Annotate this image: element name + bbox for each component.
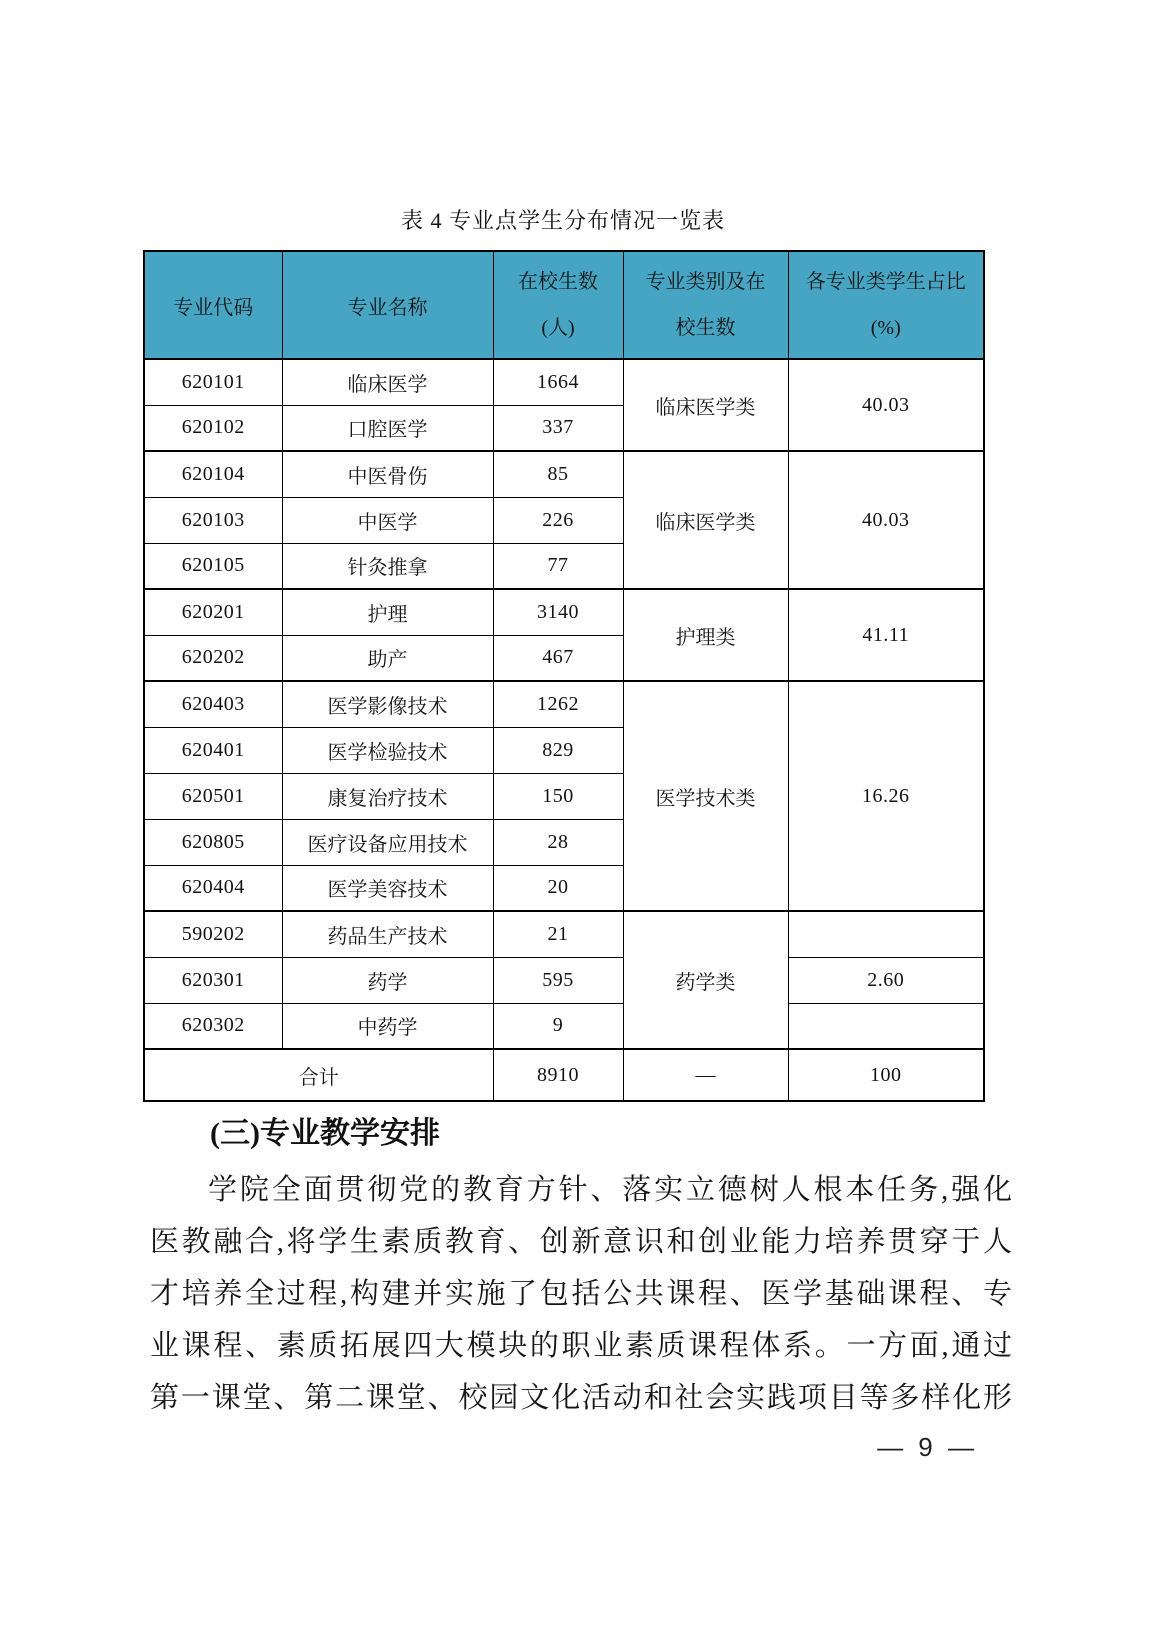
cell-major-code: 620202 — [144, 635, 282, 681]
students-distribution-table — [143, 250, 985, 1102]
cell-major-name: 临床医学 — [282, 359, 493, 405]
cell-category: 临床医学类 — [623, 451, 788, 589]
table-header-row — [144, 251, 984, 359]
cell-major-name: 口腔医学 — [282, 405, 493, 451]
cell-major-name: 医学美容技术 — [282, 865, 493, 911]
cell-major-code: 620805 — [144, 819, 282, 865]
cell-major-code: 590202 — [144, 911, 282, 957]
cell-category-percent: 2.60 — [788, 957, 984, 1003]
cell-major-name: 医疗设备应用技术 — [282, 819, 493, 865]
cell-student-count: 829 — [493, 727, 623, 773]
cell-major-code: 620103 — [144, 497, 282, 543]
cell-major-name: 中医骨伤 — [282, 451, 493, 497]
header-major-code: 专业代码 — [144, 251, 282, 359]
cell-major-name: 医学检验技术 — [282, 727, 493, 773]
cell-major-name: 中药学 — [282, 1003, 493, 1049]
cell-student-count: 150 — [493, 773, 623, 819]
cell-major-code: 620301 — [144, 957, 282, 1003]
table-row — [144, 1003, 984, 1049]
cell-major-code: 620201 — [144, 589, 282, 635]
cell-student-count: 3140 — [493, 589, 623, 635]
cell-major-name: 中医学 — [282, 497, 493, 543]
cell-total-count: 8910 — [493, 1049, 623, 1101]
cell-major-name: 药品生产技术 — [282, 911, 493, 957]
cell-major-code: 620302 — [144, 1003, 282, 1049]
paragraph-line: 才培养全过程,构建并实施了包括公共课程、医学基础课程、专 — [150, 1278, 1012, 1310]
cell-category-percent: 16.26 — [788, 681, 984, 911]
table-row — [144, 911, 984, 957]
header-major-name: 专业名称 — [282, 251, 493, 359]
cell-major-code: 620105 — [144, 543, 282, 589]
cell-category: 医学技术类 — [623, 681, 788, 911]
section-heading: (三)专业教学安排 — [210, 1117, 440, 1150]
table-row — [144, 957, 984, 1003]
cell-category-percent: 41.11 — [788, 589, 984, 681]
cell-student-count: 1262 — [493, 681, 623, 727]
cell-total-label: 合计 — [144, 1049, 493, 1101]
table-total-row — [144, 1049, 984, 1101]
cell-category: 护理类 — [623, 589, 788, 681]
cell-major-code: 620104 — [144, 451, 282, 497]
cell-major-code: 620102 — [144, 405, 282, 451]
cell-student-count: 9 — [493, 1003, 623, 1049]
cell-category-percent — [788, 1003, 984, 1049]
table-title: 表 4 专业点学生分布情况一览表 — [400, 208, 725, 233]
body-paragraph — [150, 1164, 1012, 1424]
paragraph-line: 第一课堂、第二课堂、校园文化活动和社会实践项目等多样化形 — [150, 1382, 1012, 1414]
header-category: 专业类别及在 校生数 — [623, 251, 788, 359]
cell-student-count: 226 — [493, 497, 623, 543]
cell-major-name: 康复治疗技术 — [282, 773, 493, 819]
cell-major-code: 620401 — [144, 727, 282, 773]
cell-category: 药学类 — [623, 911, 788, 1049]
page-number: — 9 — — [877, 1432, 978, 1462]
header-category-percent: 各专业类学生占比 (%) — [788, 251, 984, 359]
paragraph-line: 学院全面贯彻党的教育方针、落实立德树人根本任务,强化 — [208, 1174, 1012, 1206]
cell-major-name: 助产 — [282, 635, 493, 681]
table-row — [144, 681, 984, 727]
cell-student-count: 595 — [493, 957, 623, 1003]
cell-student-count: 85 — [493, 451, 623, 497]
cell-major-code: 620501 — [144, 773, 282, 819]
cell-major-name: 针灸推拿 — [282, 543, 493, 589]
cell-major-name: 医学影像技术 — [282, 681, 493, 727]
paragraph-line: 医教融合,将学生素质教育、创新意识和创业能力培养贯穿于人 — [150, 1226, 1012, 1258]
table-row — [144, 451, 984, 497]
cell-major-code: 620101 — [144, 359, 282, 405]
cell-student-count: 21 — [493, 911, 623, 957]
cell-total-category: — — [623, 1049, 788, 1101]
cell-category-percent — [788, 911, 984, 957]
cell-major-name: 护理 — [282, 589, 493, 635]
table-row — [144, 359, 984, 405]
cell-student-count: 467 — [493, 635, 623, 681]
paragraph-line: 业课程、素质拓展四大模块的职业素质课程体系。一方面,通过 — [150, 1330, 1012, 1362]
cell-major-name: 药学 — [282, 957, 493, 1003]
cell-category-percent: 40.03 — [788, 359, 984, 451]
cell-student-count: 28 — [493, 819, 623, 865]
cell-major-code: 620403 — [144, 681, 282, 727]
header-student-count: 在校生数 (人) — [493, 251, 623, 359]
table-row — [144, 589, 984, 635]
cell-major-code: 620404 — [144, 865, 282, 911]
cell-student-count: 20 — [493, 865, 623, 911]
cell-total-percent: 100 — [788, 1049, 984, 1101]
cell-category-percent: 40.03 — [788, 451, 984, 589]
cell-student-count: 77 — [493, 543, 623, 589]
cell-category: 临床医学类 — [623, 359, 788, 451]
cell-student-count: 1664 — [493, 359, 623, 405]
cell-student-count: 337 — [493, 405, 623, 451]
